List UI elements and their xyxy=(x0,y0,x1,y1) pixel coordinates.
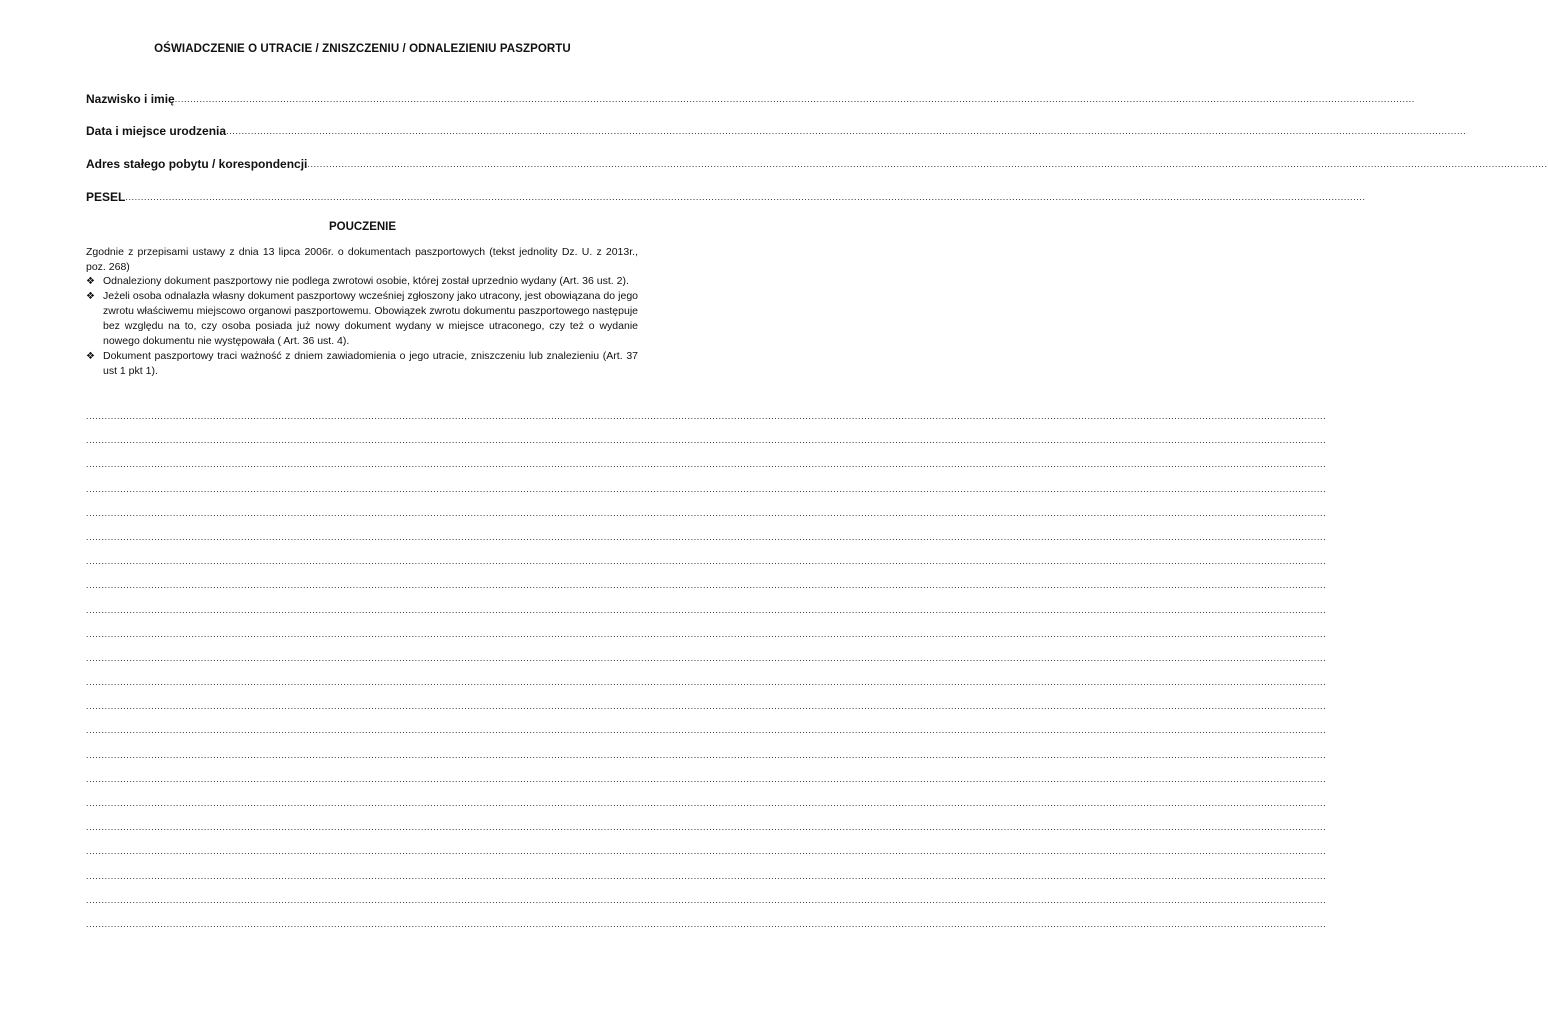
field-label: Data i miejsce urodzenia xyxy=(86,124,227,138)
writing-line[interactable]: ................................................................................................................................................................................................................................................................................................................................................................................................................ xyxy=(86,628,1327,639)
writing-line[interactable]: ................................................................................................................................................................................................................................................................................................................................................................................................................ xyxy=(86,918,1327,929)
writing-line[interactable]: ................................................................................................................................................................................................................................................................................................................................................................................................................ xyxy=(86,507,1327,518)
writing-line[interactable]: ................................................................................................................................................................................................................................................................................................................................................................................................................ xyxy=(86,701,1327,712)
fill-in-line[interactable]: ................................................................................................................................................................................................................................................................................................................................................................................................................ xyxy=(174,94,1415,104)
list-item-text: Dokument paszportowy traci ważność z dniem zawiadomienia o jego utracie, zniszczeniu lub znalezieniu (Art. 37 ust 1 pkt 1). xyxy=(103,350,638,377)
list-item xyxy=(86,274,638,289)
writing-line[interactable]: ................................................................................................................................................................................................................................................................................................................................................................................................................ xyxy=(86,556,1327,567)
field-full-name xyxy=(86,92,1415,106)
writing-line[interactable]: ................................................................................................................................................................................................................................................................................................................................................................................................................ xyxy=(86,677,1327,688)
writing-line[interactable]: ................................................................................................................................................................................................................................................................................................................................................................................................................ xyxy=(86,435,1327,446)
list-item xyxy=(86,289,638,349)
document-title: OŚWIADCZENIE O UTRACIE / ZNISZCZENIU / ODNALEZIENIU PASZPORTU xyxy=(154,43,571,55)
fill-in-line[interactable]: ................................................................................................................................................................................................................................................................................................................................................................................................................ xyxy=(125,192,1366,202)
fill-in-line[interactable]: ................................................................................................................................................................................................................................................................................................................................................................................................................ xyxy=(307,159,1548,169)
field-label: PESEL xyxy=(86,190,126,204)
writing-line[interactable]: ................................................................................................................................................................................................................................................................................................................................................................................................................ xyxy=(86,822,1327,833)
writing-line[interactable]: ................................................................................................................................................................................................................................................................................................................................................................................................................ xyxy=(86,894,1327,905)
writing-line[interactable]: ................................................................................................................................................................................................................................................................................................................................................................................................................ xyxy=(86,652,1327,663)
field-birth-date-place xyxy=(86,124,1467,138)
diamond-bullet-icon: ❖ xyxy=(86,351,95,362)
writing-line[interactable]: ................................................................................................................................................................................................................................................................................................................................................................................................................ xyxy=(86,580,1327,591)
writing-line[interactable]: ................................................................................................................................................................................................................................................................................................................................................................................................................ xyxy=(86,604,1327,615)
writing-line[interactable]: ................................................................................................................................................................................................................................................................................................................................................................................................................ xyxy=(86,798,1327,808)
field-pesel xyxy=(86,190,1366,204)
field-label: Nazwisko i imię xyxy=(86,92,175,106)
diamond-bullet-icon: ❖ xyxy=(86,291,95,302)
writing-line[interactable]: ................................................................................................................................................................................................................................................................................................................................................................................................................ xyxy=(86,846,1327,857)
intro-paragraph: Zgodnie z przepisami ustawy z dnia 13 lipca 2006r. o dokumentach paszportowych (tekst jednolity Dz. U. z 2013r., poz. 268) xyxy=(86,246,638,273)
instruction-list xyxy=(86,274,638,379)
statement-writing-area xyxy=(86,409,1327,941)
writing-line[interactable]: ................................................................................................................................................................................................................................................................................................................................................................................................................ xyxy=(86,411,1327,421)
writing-line[interactable]: ................................................................................................................................................................................................................................................................................................................................................................................................................ xyxy=(86,773,1327,784)
section-heading: POUCZENIE xyxy=(328,221,397,233)
field-address xyxy=(86,157,1548,171)
writing-line[interactable]: ................................................................................................................................................................................................................................................................................................................................................................................................................ xyxy=(86,483,1327,494)
field-label: Adres stałego pobytu / korespondencji xyxy=(86,157,308,171)
writing-line[interactable]: ................................................................................................................................................................................................................................................................................................................................................................................................................ xyxy=(86,531,1327,542)
fill-in-line[interactable]: ................................................................................................................................................................................................................................................................................................................................................................................................................ xyxy=(226,126,1467,136)
writing-line[interactable]: ................................................................................................................................................................................................................................................................................................................................................................................................................ xyxy=(86,459,1327,470)
list-item xyxy=(86,349,638,379)
writing-line[interactable]: ................................................................................................................................................................................................................................................................................................................................................................................................................ xyxy=(86,725,1327,736)
list-item-text: Jeżeli osoba odnalazła własny dokument paszportowy wcześniej zgłoszony jako utracony, jest obowiązana do jego zwrotu właściwemu miejscowo organowi paszportowemu. Obowiązek zwrotu dokumentu paszportowego następuje bez względu na to, czy osoba posiada już nowy dokument wydany w miejsce utraconego, czy też o wydanie nowego dokumentu nie występowała ( Art. 36 ust. 4). xyxy=(103,290,638,347)
writing-line[interactable]: ................................................................................................................................................................................................................................................................................................................................................................................................................ xyxy=(86,870,1327,881)
diamond-bullet-icon: ❖ xyxy=(86,276,95,287)
writing-line[interactable]: ................................................................................................................................................................................................................................................................................................................................................................................................................ xyxy=(86,749,1327,760)
list-item-text: Odnaleziony dokument paszportowy nie podlega zwrotowi osobie, której został uprzednio wydany (Art. 36 ust. 2). xyxy=(103,275,629,287)
